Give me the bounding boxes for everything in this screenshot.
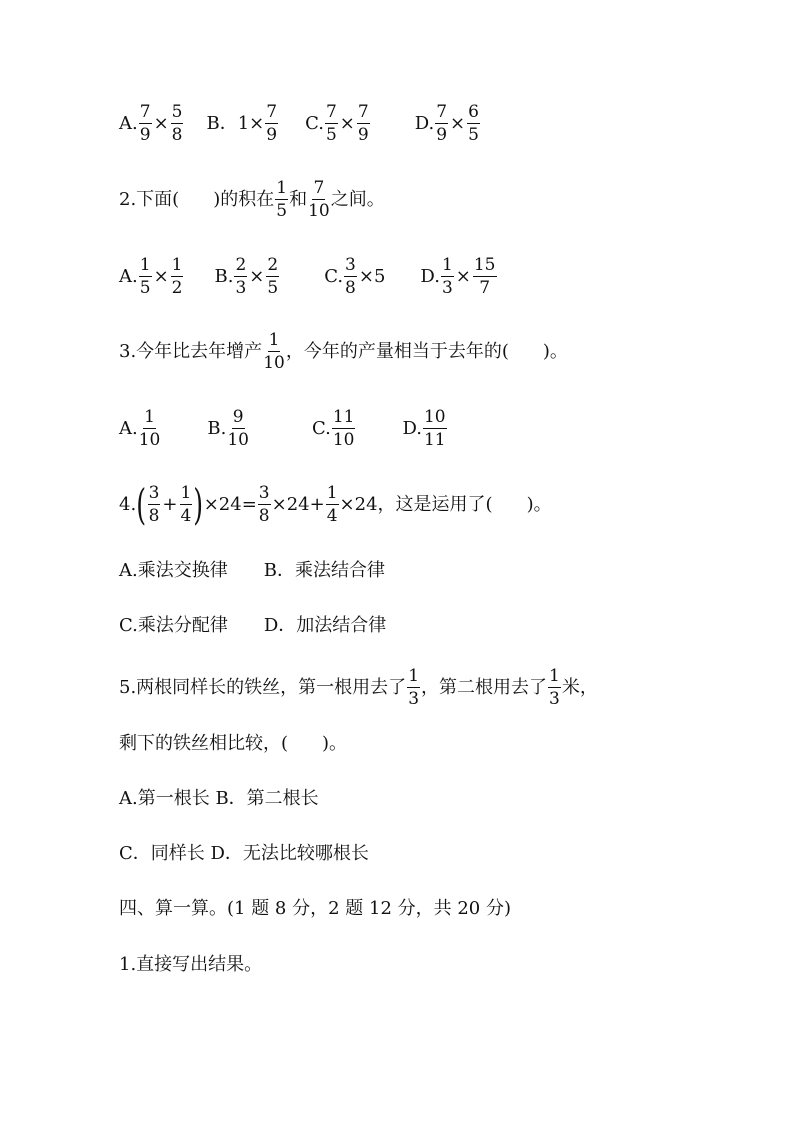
fraction: $\frac{7}{9}$	[357, 102, 369, 145]
fraction: $\frac{6}{5}$	[468, 102, 479, 145]
option-label: A.	[119, 113, 138, 134]
fraction: $\frac{9}{10}$	[227, 407, 249, 450]
fraction: $\frac{2}{5}$	[267, 255, 279, 298]
fraction: $\frac{7}{5}$	[325, 102, 337, 145]
q4-options-ab: A.乘法交换律 B．乘法结合律	[119, 560, 385, 581]
fraction: $\frac{7}{9}$	[266, 102, 278, 145]
fraction: $\frac{1}{5}$	[276, 178, 288, 221]
fraction: $\frac{1}{10}$	[138, 407, 161, 450]
question-5: 5.两根同样长的铁丝，第一根用去了 $\frac{1}{3}$ ，第二根用去了 $\frac{1}{3}$ 米，	[119, 666, 598, 709]
fraction: $\frac{10}{11}$	[423, 407, 446, 450]
fraction: $\frac{7}{9}$	[139, 102, 151, 145]
q1-options: A. $\frac{7}{9}$ × $\frac{5}{8}$ B．1× $\frac{7}{9}$ C. $\frac{7}{5}$ × $\frac{7}{9}$ D. $\frac{7}{9}$ × $\frac{6}{5}$	[119, 102, 479, 145]
fraction: $\frac{1}{10}$	[263, 330, 285, 373]
q2-options: A. $\frac{1}{5}$ × $\frac{1}{2}$ B. $\frac{2}{3}$ × $\frac{2}{5}$ C. $\frac{3}{8}$ ×5 D. $\frac{1}{3}$ × $\frac{15}{7}$	[119, 255, 496, 298]
fraction: $\frac{3}{8}$	[345, 255, 356, 298]
q5-options-ab: A.第一根长 B．第二根长	[119, 788, 319, 809]
q5-options-cd: C．同样长 D．无法比较哪根长	[119, 843, 369, 864]
fraction: $\frac{1}{4}$	[326, 483, 338, 526]
fraction: $\frac{15}{7}$	[473, 255, 496, 298]
section-question-1: 1.直接写出结果。	[119, 954, 263, 975]
question-2: 2.下面( )的积在 $\frac{1}{5}$ 和 $\frac{7}{10}$ 之间。	[119, 178, 385, 221]
fraction: $\frac{7}{10}$	[308, 178, 330, 221]
option-label: B．1×	[206, 113, 265, 134]
fraction: $\frac{1}{2}$	[171, 255, 183, 298]
fraction: $\frac{1}{3}$	[549, 666, 560, 709]
fraction: $\frac{11}{10}$	[332, 407, 355, 450]
fraction: $\frac{1}{3}$	[441, 255, 453, 298]
fraction: $\frac{3}{8}$	[148, 483, 160, 526]
fraction: $\frac{5}{8}$	[171, 102, 183, 145]
question-5-line2: 剩下的铁丝相比较，( )。	[119, 733, 348, 754]
fraction: $\frac{7}{9}$	[436, 102, 448, 145]
fraction: $\frac{2}{3}$	[235, 255, 247, 298]
fraction: $\frac{3}{8}$	[258, 483, 270, 526]
question-4: 4. ( $\frac{3}{8}$ + $\frac{1}{4}$ ) ×24= $\frac{3}{8}$ ×24+ $\frac{1}{4}$ ×24 ，这是运用了( )。	[119, 480, 552, 529]
option-label: C.	[305, 113, 324, 134]
fraction: $\frac{1}{3}$	[408, 666, 420, 709]
question-3: 3.今年比去年增产 $\frac{1}{10}$ ，今年的产量相当于去年的( )。	[119, 330, 568, 373]
section-title: 四、算一算。(1 题 8 分，2 题 12 分，共 20 分)	[119, 898, 511, 919]
fraction: $\frac{1}{4}$	[180, 483, 192, 526]
option-label: D.	[414, 113, 435, 134]
q4-options-cd: C.乘法分配律 D．加法结合律	[119, 615, 387, 636]
q3-options: A. $\frac{1}{10}$ B. $\frac{9}{10}$ C. $\frac{11}{10}$ D. $\frac{10}{11}$	[119, 407, 446, 450]
fraction: $\frac{1}{5}$	[139, 255, 151, 298]
